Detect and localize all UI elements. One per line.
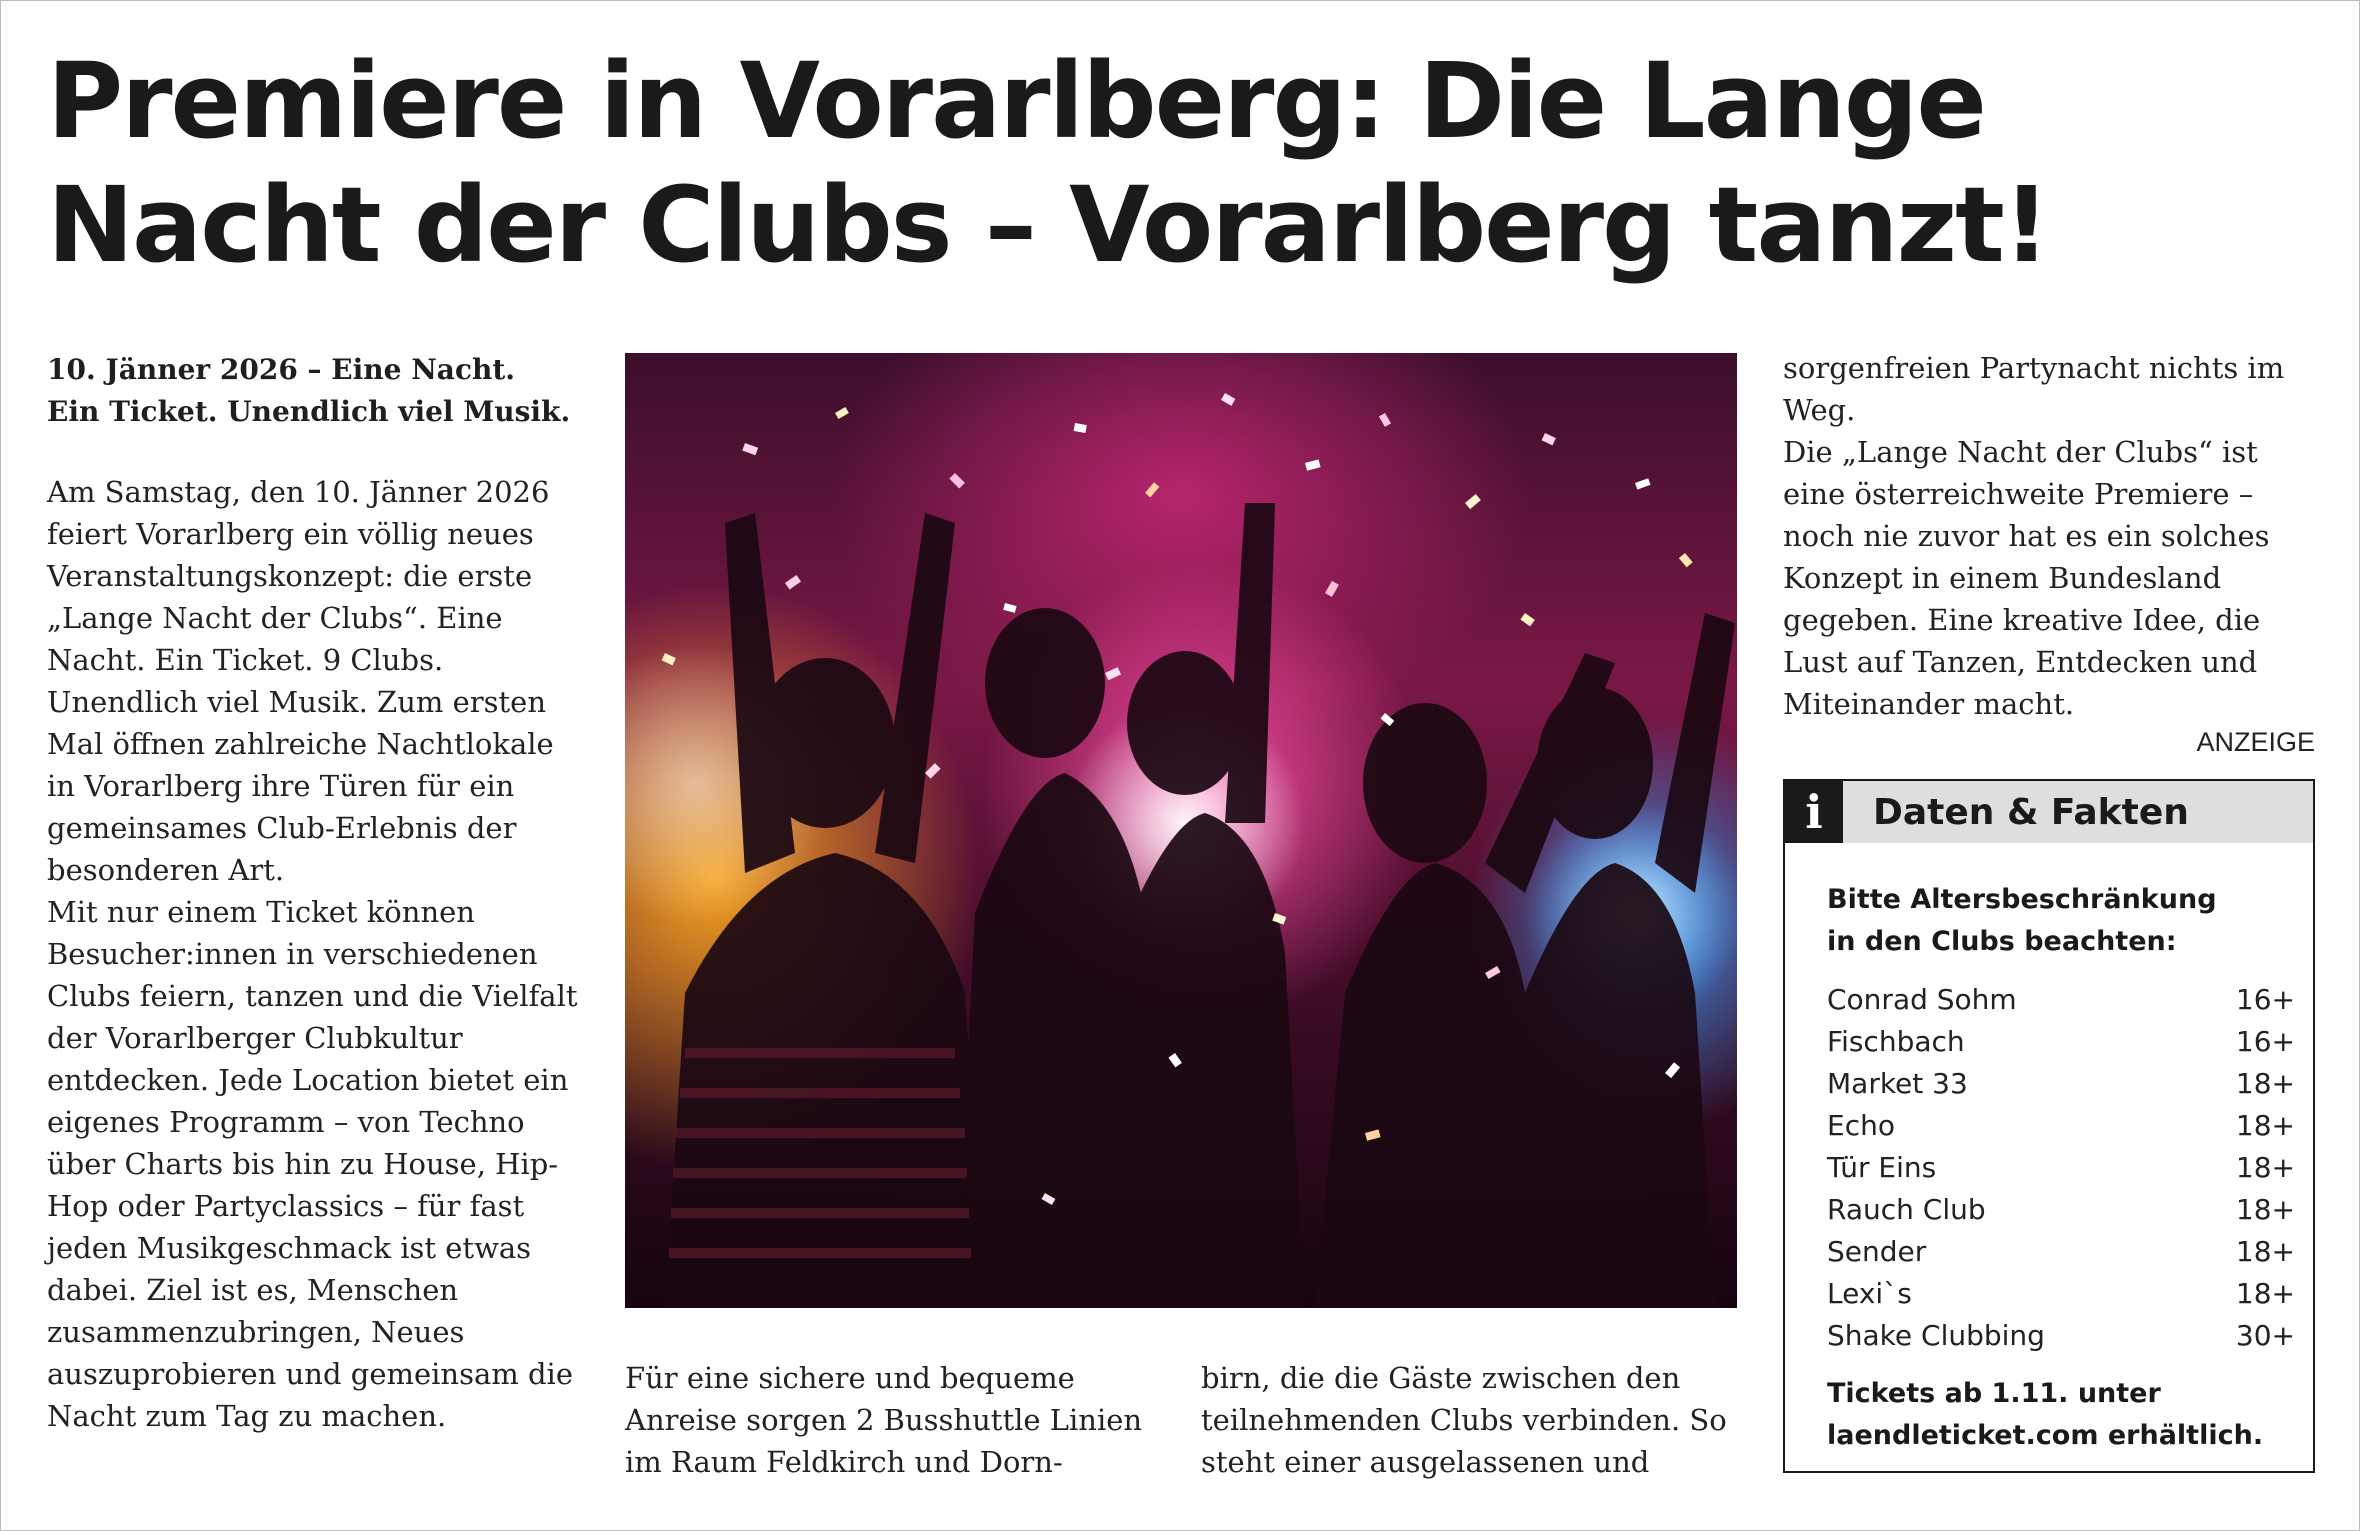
club-age: 18+: [2235, 1151, 2295, 1184]
club-name: Market 33: [1827, 1067, 1968, 1100]
column-1: [47, 349, 579, 1437]
facts-intro-line-1: Bitte Altersbeschränkung: [1827, 884, 2217, 915]
club-age: 18+: [2235, 1109, 2295, 1142]
facts-footer-line-2: laendleticket.com erhältlich.: [1827, 1420, 2264, 1451]
club-row: [1827, 1231, 2295, 1273]
club-row: [1827, 1021, 2295, 1063]
facts-header: [1785, 781, 2313, 843]
club-age: 18+: [2235, 1277, 2295, 1310]
facts-intro-line-2: in den Clubs beachten:: [1827, 926, 2177, 957]
party-photo-illustration: [625, 353, 1737, 1308]
club-row: [1827, 1063, 2295, 1105]
dancer-silhouettes: [665, 503, 1735, 1308]
column-4: [1783, 347, 2315, 725]
club-age: 18+: [2235, 1193, 2295, 1226]
club-row: [1827, 1315, 2295, 1357]
facts-title: Daten & Fakten: [1873, 792, 2189, 833]
body-paragraph: Am Samstag, den 10. Jänner 2026 feiert Vorarlberg ein völlig neues Veranstaltungskonzept: die erste „Lange Nacht der Clubs“. Eine Nacht. Ein Ticket. 9 Clubs. Unendlich viel Musik. Zum ersten Mal öffnen zahlreiche Nachtlokale in Vorarlberg ihre Türen für ein gemeinsames Club-Erlebnis der besonderen Art.: [47, 475, 554, 887]
club-name: Lexi`s: [1827, 1277, 1912, 1310]
lead-text: [47, 349, 579, 433]
column-2: [625, 1357, 1165, 1483]
lead-line-2: Ein Ticket. Unendlich viel Musik.: [47, 395, 571, 428]
club-name: Conrad Sohm: [1827, 983, 2017, 1016]
club-row: [1827, 979, 2295, 1021]
headline-line-1: Premiere in Vorarlberg: Die Lange: [47, 40, 1985, 162]
body-paragraph: Die „Lange Nacht der Clubs“ ist eine österreichweite Premiere – noch nie zuvor hat es ein solches Konzept in einem Bundesland gegeben. Eine kreative Idee, die Lust auf Tanzen, Entdecken und Miteinander macht.: [1783, 435, 2270, 721]
club-row: [1827, 1273, 2295, 1315]
club-name: Shake Clubbing: [1827, 1319, 2045, 1352]
facts-footer-line-1: Tickets ab 1.11. unter: [1827, 1378, 2161, 1409]
club-age: 16+: [2235, 983, 2295, 1016]
club-list: [1827, 979, 2295, 1357]
headline-line-2: Nacht der Clubs – Vorarlberg tanzt!: [47, 164, 2049, 286]
club-age: 18+: [2235, 1067, 2295, 1100]
club-name: Fischbach: [1827, 1025, 1965, 1058]
body-paragraph: Für eine sichere und bequeme Anreise sorgen 2 Busshuttle Linien im Raum Feldkirch und Dorn-: [625, 1361, 1143, 1479]
info-icon: i: [1785, 781, 1843, 843]
club-row: [1827, 1189, 2295, 1231]
club-name: Tür Eins: [1827, 1151, 1937, 1184]
body-paragraph: sorgenfreien Partynacht nichts im Weg.: [1783, 351, 2285, 427]
facts-intro: [1827, 879, 2287, 963]
club-row: [1827, 1147, 2295, 1189]
party-photo: [625, 353, 1737, 1308]
club-row: [1827, 1105, 2295, 1147]
club-name: Echo: [1827, 1109, 1895, 1142]
club-age: 16+: [2235, 1025, 2295, 1058]
body-paragraph: Mit nur einem Ticket können Besucher:innen in verschiedenen Clubs feiern, tanzen und die Vielfalt der Vorarlberger Clubkultur entdecken. Jede Location bietet ein eigenes Programm – von Techno über Charts bis hin zu House, Hip-Hop oder Partyclassics – für fast jeden Musikgeschmack ist etwas dabei. Ziel ist es, Menschen zusammenzubringen, Neues auszuprobieren und gemeinsam die Nacht zum Tag zu machen.: [47, 895, 578, 1433]
facts-box: [1783, 779, 2315, 1473]
lead-line-1: 10. Jänner 2026 – Eine Nacht.: [47, 353, 516, 386]
body-paragraph: birn, die die Gäste zwischen den teilnehmenden Clubs verbinden. So steht einer ausgelassenen und: [1201, 1361, 1727, 1479]
club-age: 30+: [2235, 1319, 2295, 1352]
club-name: Sender: [1827, 1235, 1927, 1268]
headline: [47, 39, 2327, 287]
club-name: Rauch Club: [1827, 1193, 1986, 1226]
facts-footer: [1827, 1373, 2297, 1457]
ad-label: ANZEIGE: [2196, 727, 2315, 757]
club-age: 18+: [2235, 1235, 2295, 1268]
column-3: [1201, 1357, 1737, 1483]
